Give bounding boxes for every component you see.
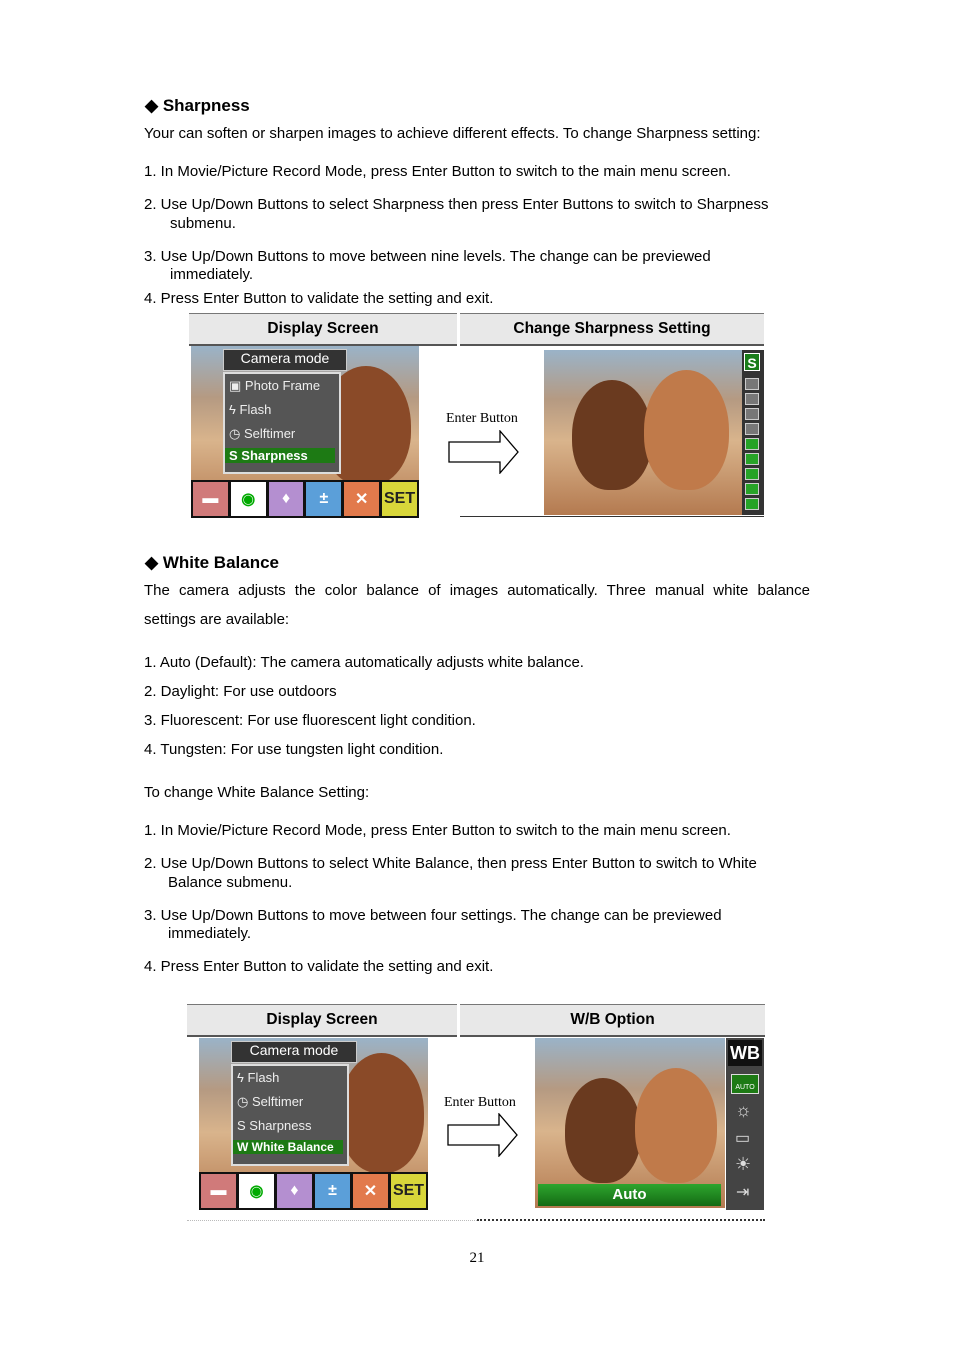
table-bottom-rule-left xyxy=(187,1220,477,1221)
timer-icon: ◷ xyxy=(237,1094,249,1109)
wb-badge: WB xyxy=(728,1040,762,1066)
video-camera-icon[interactable]: ▬ xyxy=(193,482,228,516)
wb-step-4: 4. Press Enter Button to validate the setting and exit. xyxy=(144,958,494,975)
camera-icon[interactable]: ◉ xyxy=(239,1174,274,1208)
sharpness-icon: S xyxy=(237,1118,246,1133)
timer-icon: ◷ xyxy=(229,426,241,441)
wb-icon: W xyxy=(237,1140,249,1154)
woman-face xyxy=(644,370,729,490)
wb-intro-1: The camera adjusts the color balance of images automatically. Three manual white balance xyxy=(144,582,810,599)
menu-item-flash[interactable]: ϟ Flash xyxy=(229,402,272,417)
wb-option-3: 3. Fluorescent: For use fluorescent light condition. xyxy=(144,712,476,729)
wb-auto-option[interactable]: AUTO xyxy=(731,1074,759,1094)
sharpness-level-segment xyxy=(745,453,759,465)
sharpness-level-segment xyxy=(745,468,759,480)
wb-intro-2: settings are available: xyxy=(144,611,290,628)
wb-option-4: 4. Tungsten: For use tungsten light condition. xyxy=(144,741,444,758)
menu-list xyxy=(223,372,341,474)
wb-step-3-cont: immediately. xyxy=(168,925,252,942)
exit-icon[interactable]: ✕ xyxy=(344,482,379,516)
wb-step-1: 1. In Movie/Picture Record Mode, press Enter Button to switch to the main menu screen. xyxy=(144,822,731,839)
man-face xyxy=(565,1078,641,1183)
sharpness-level-segment xyxy=(745,378,759,390)
video-camera-icon[interactable]: ▬ xyxy=(201,1174,236,1208)
sharpness-intro: Your can soften or sharpen images to achieve different effects. To change Sharpness setting: xyxy=(144,125,761,142)
mode-icon-bar xyxy=(199,1172,428,1210)
sharpness-level-segment xyxy=(745,393,759,405)
tungsten-icon[interactable]: ☀ xyxy=(735,1154,752,1174)
wb-preview-photo xyxy=(535,1038,725,1208)
wb-step-2-cont: Balance submenu. xyxy=(168,874,293,891)
right-arrow-icon xyxy=(447,1113,519,1157)
page-number: 21 xyxy=(469,1250,485,1266)
menu-item-white-balance[interactable]: W White Balance xyxy=(233,1140,343,1154)
exposure-icon[interactable]: ± xyxy=(306,482,341,516)
diamond-bullet-icon: ◆ xyxy=(145,96,159,115)
microphone-icon[interactable]: ♦ xyxy=(269,482,304,516)
person-photo xyxy=(339,1053,424,1173)
set-icon[interactable]: SET xyxy=(391,1174,426,1208)
table-bottom-rule xyxy=(460,516,764,517)
sharpness-level-segment xyxy=(745,438,759,450)
table-header-sharpness-setting: Change Sharpness Setting xyxy=(460,313,764,346)
man-face xyxy=(572,380,652,490)
sharpness-step-4: 4. Press Enter Button to validate the setting and exit. xyxy=(144,290,494,307)
menu-item-photo-frame[interactable]: ▣ Photo Frame xyxy=(229,378,321,393)
sharpness-step-1: 1. In Movie/Picture Record Mode, press Enter Button to switch to the main menu screen. xyxy=(144,163,731,180)
right-arrow-icon xyxy=(448,430,520,474)
sharpness-step-2: 2. Use Up/Down Buttons to select Sharpness then press Enter Buttons to switch to Sharpness xyxy=(144,196,769,213)
wb-change-title: To change White Balance Setting: xyxy=(144,784,370,801)
menu-list xyxy=(231,1064,349,1166)
microphone-icon[interactable]: ♦ xyxy=(277,1174,312,1208)
wb-current-label: Auto xyxy=(538,1184,721,1206)
sharpness-step-3-cont: immediately. xyxy=(170,266,254,283)
sharpness-level-sidebar xyxy=(742,350,764,515)
sharpness-badge: S xyxy=(744,353,760,371)
wb-option-2: 2. Daylight: For use outdoors xyxy=(144,683,337,700)
table-header-display-screen: Display Screen xyxy=(189,313,457,346)
sharpness-icon: S xyxy=(229,448,238,463)
menu-title: Camera mode xyxy=(223,349,347,371)
sharpness-step-2-cont: submenu. xyxy=(170,215,236,232)
flash-icon: ϟ xyxy=(237,1070,244,1085)
wb-option-sidebar xyxy=(726,1038,764,1210)
exit-icon[interactable]: ✕ xyxy=(353,1174,388,1208)
sharpness-preview-photo xyxy=(544,350,742,515)
menu-item-selftimer[interactable]: ◷ Selftimer xyxy=(237,1094,304,1109)
enter-button-label: Enter Button xyxy=(444,1095,516,1110)
menu-item-sharpness[interactable]: S Sharpness xyxy=(225,448,335,463)
sharpness-level-segment xyxy=(745,423,759,435)
enter-button-label: Enter Button xyxy=(446,411,518,426)
photo-frame-icon: ▣ xyxy=(229,378,242,393)
exit-door-icon[interactable]: ⇥ xyxy=(736,1184,750,1201)
sharpness-level-segment xyxy=(745,483,759,495)
diamond-bullet-icon: ◆ xyxy=(145,553,159,572)
menu-item-flash[interactable]: ϟ Flash xyxy=(237,1070,280,1085)
exposure-icon[interactable]: ± xyxy=(315,1174,350,1208)
wb-option-1: 1. Auto (Default): The camera automatically adjusts white balance. xyxy=(144,654,584,671)
fluorescent-icon[interactable]: ▭ xyxy=(735,1130,751,1147)
sharpness-heading xyxy=(145,96,250,116)
table-bottom-rule-right xyxy=(477,1219,765,1221)
daylight-icon[interactable]: ☼ xyxy=(735,1100,752,1120)
table-header-display-screen: Display Screen xyxy=(187,1004,457,1037)
table-header-wb-option: W/B Option xyxy=(460,1004,765,1037)
set-icon[interactable]: SET xyxy=(382,482,417,516)
white-balance-heading-text: White Balance xyxy=(162,553,280,572)
sharpness-level-segment xyxy=(745,498,759,510)
wb-step-2: 2. Use Up/Down Buttons to select White Balance, then press Enter Button to switch to White xyxy=(144,855,757,872)
flash-icon: ϟ xyxy=(229,402,236,417)
white-balance-heading xyxy=(145,553,279,573)
menu-item-selftimer[interactable]: ◷ Selftimer xyxy=(229,426,296,441)
woman-face xyxy=(635,1068,717,1183)
menu-item-sharpness[interactable]: S Sharpness xyxy=(237,1118,312,1133)
sharpness-heading-text: Sharpness xyxy=(162,96,250,115)
menu-title: Camera mode xyxy=(231,1041,357,1063)
sharpness-level-segment xyxy=(745,408,759,420)
camera-icon[interactable]: ◉ xyxy=(231,482,266,516)
camera-menu-screenshot xyxy=(191,346,419,518)
mode-icon-bar xyxy=(191,480,419,518)
sharpness-step-3: 3. Use Up/Down Buttons to move between nine levels. The change can be previewed xyxy=(144,248,711,265)
wb-step-3: 3. Use Up/Down Buttons to move between four settings. The change can be previewed xyxy=(144,907,722,924)
camera-menu-screenshot xyxy=(199,1038,428,1210)
